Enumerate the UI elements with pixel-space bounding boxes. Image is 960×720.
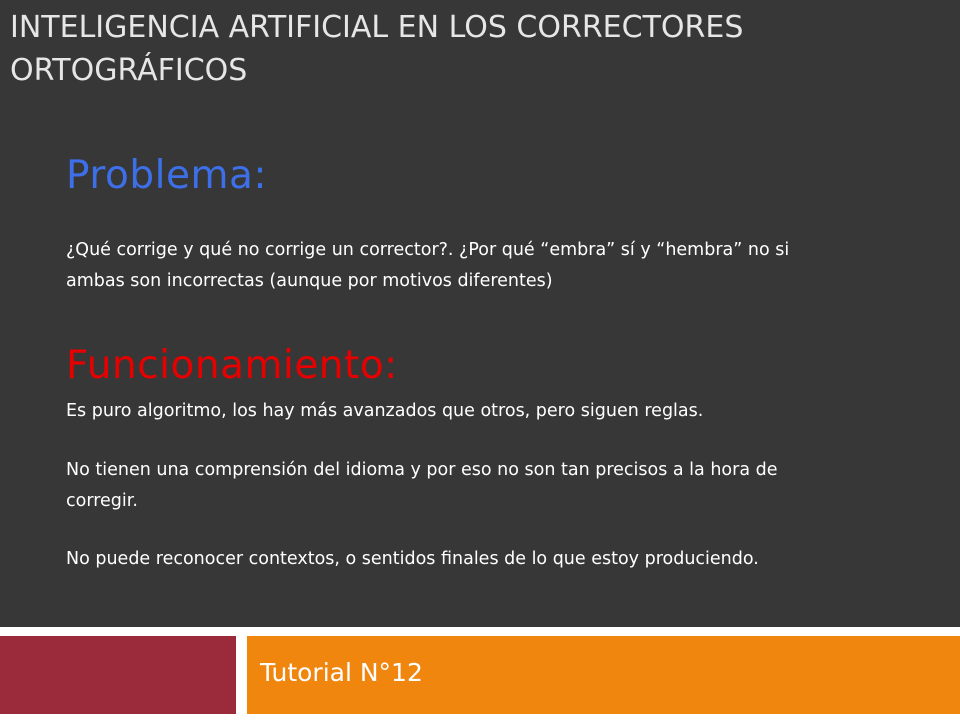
problema-text: ¿Qué corrige y qué no corrige un corrector?. ¿Por qué “embra” sí y “hembra” no si ambas son incorrectas (aunque por motivos diferentes) — [66, 240, 790, 291]
funcionamiento-paragraph: Es puro algoritmo, los hay más avanzados que otros, pero siguen reglas. — [66, 401, 704, 421]
slide-title: INTELIGENCIA ARTIFICIAL EN LOS CORRECTORES ORTOGRÁFICOS — [10, 10, 744, 88]
funcionamiento-paragraph: No puede reconocer contextos, o sentidos finales de lo que estoy produciendo. — [66, 549, 759, 569]
footer-accent-block — [0, 636, 236, 714]
footer-label: Tutorial N°12 — [260, 658, 423, 687]
problema-heading: Problema: — [66, 153, 267, 198]
funcionamiento-paragraph: No tienen una comprensión del idioma y por eso no son tan precisos a la hora de corregir. — [66, 460, 778, 511]
funcionamiento-heading: Funcionamiento: — [66, 343, 398, 388]
